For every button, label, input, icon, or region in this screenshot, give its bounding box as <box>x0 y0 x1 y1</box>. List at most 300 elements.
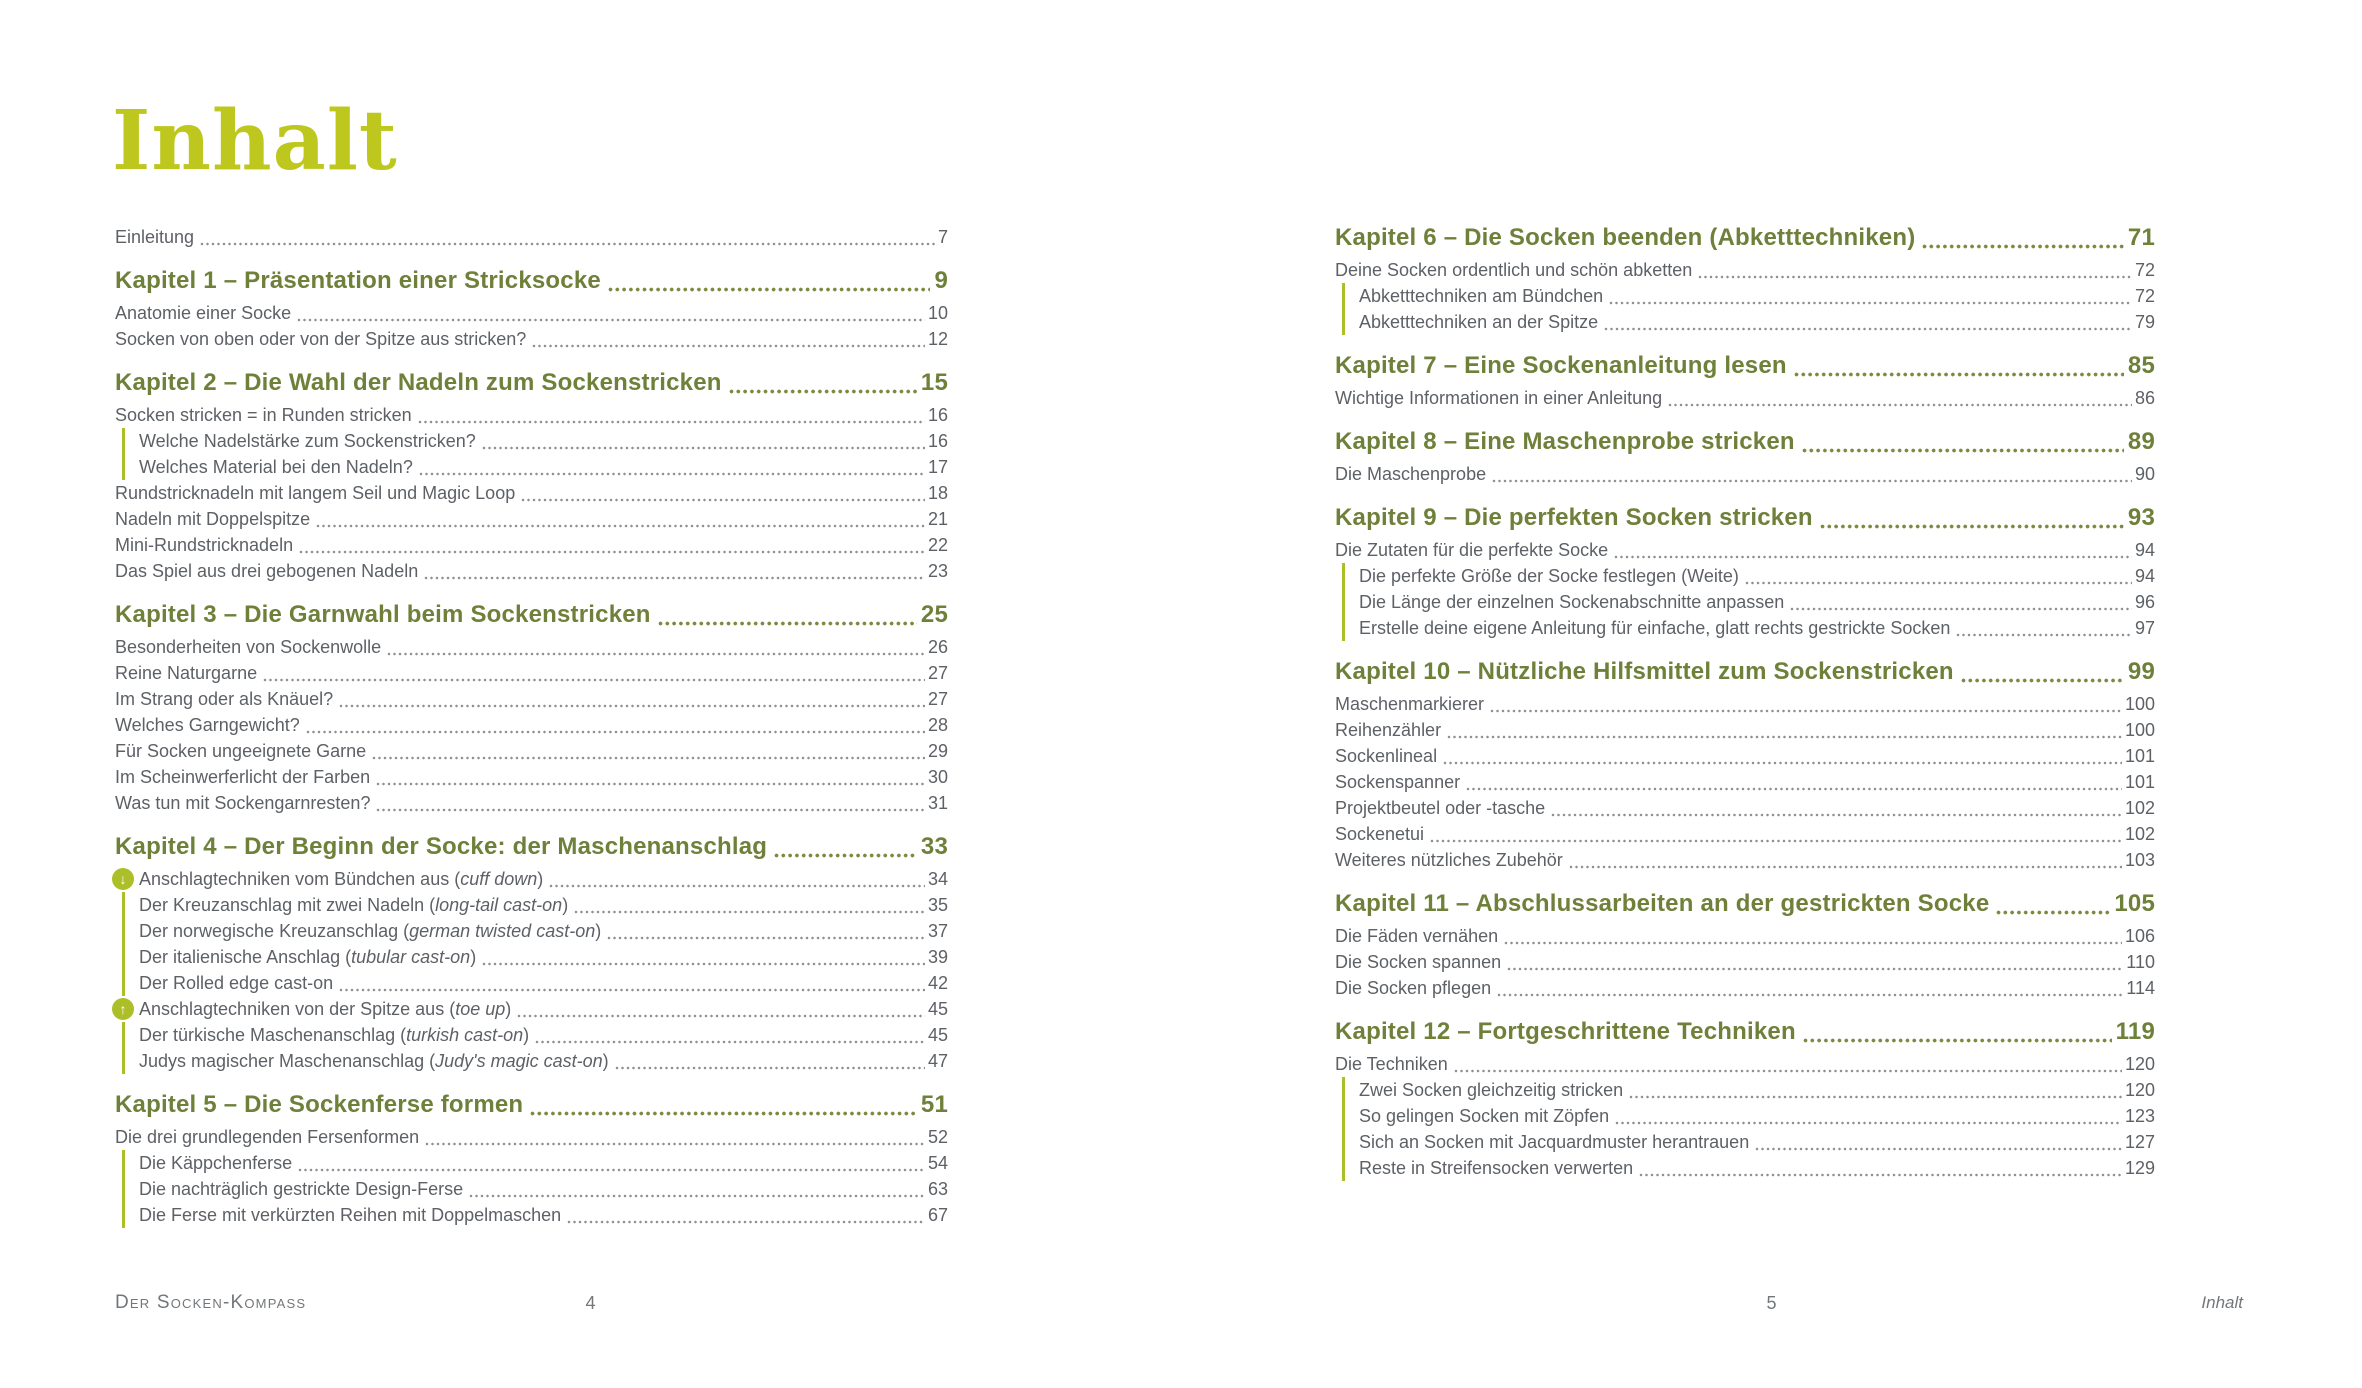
toc-item <box>115 918 948 944</box>
toc-chapter-heading <box>115 598 948 632</box>
toc-chapter-page: 25 <box>920 601 948 628</box>
toc-item-page: 31 <box>927 793 948 813</box>
toc-label-italic-segment: turkish cast-on <box>406 1025 524 1045</box>
toc-item-page: 21 <box>927 509 948 529</box>
toc-item-label: Die Fäden vernähen <box>1335 926 1499 946</box>
toc-chapter-title: Kapitel 2 – Die Wahl der Nadeln zum Sockenstricken <box>115 369 722 396</box>
toc-item-page: 100 <box>2124 720 2155 740</box>
toc-item-page: 72 <box>2134 286 2155 306</box>
dot-leader <box>424 576 925 580</box>
toc-item-label: Die Socken pflegen <box>1335 978 1492 998</box>
toc-item-page: 63 <box>927 1179 948 1199</box>
dot-leader <box>1492 479 2132 483</box>
dot-leader <box>1668 403 2132 407</box>
dot-leader <box>387 652 925 656</box>
toc-item <box>1335 537 2155 563</box>
toc-chapter-heading <box>1335 349 2155 383</box>
toc-item <box>115 970 948 996</box>
toc-item <box>1335 717 2155 743</box>
dot-leader <box>1447 735 2122 739</box>
toc-section <box>115 830 948 1074</box>
toc-label-segment: ) <box>505 999 512 1019</box>
dot-leader <box>263 678 925 682</box>
toc-item <box>1335 1103 2155 1129</box>
dot-leader <box>608 287 930 292</box>
toc-item-label: Die Länge der einzelnen Sockenabschnitte anpassen <box>1359 592 1785 612</box>
dot-leader <box>774 853 917 858</box>
toc-item-label <box>139 918 601 944</box>
toc-chapter-title: Kapitel 1 – Präsentation einer Stricksocke <box>115 267 601 294</box>
dot-leader <box>482 962 925 966</box>
toc-section <box>1335 221 2155 335</box>
toc-item <box>1335 1077 2155 1103</box>
toc-item-label: Der Rolled edge cast-on <box>139 973 334 993</box>
dot-leader <box>1504 941 2122 945</box>
toc-item-page: 102 <box>2124 824 2155 844</box>
toc-section <box>1335 1015 2155 1181</box>
toc-item-label: Für Socken ungeeignete Garne <box>115 741 367 761</box>
dot-leader <box>1803 1038 2112 1043</box>
arrow-up-circle-icon: ↑ <box>112 998 134 1020</box>
dot-leader <box>1614 555 2132 559</box>
toc-chapter-page: 85 <box>2127 352 2155 379</box>
dot-leader <box>521 498 925 502</box>
toc-section <box>1335 349 2155 411</box>
toc-chapter-title: Kapitel 3 – Die Garnwahl beim Sockenstricken <box>115 601 651 628</box>
toc-item-page: 110 <box>2126 952 2155 972</box>
toc-item-label: Die Käppchenferse <box>139 1153 293 1173</box>
toc-chapter-page: 15 <box>920 369 948 396</box>
toc-item-page: 67 <box>927 1205 948 1225</box>
dot-leader <box>517 1014 925 1018</box>
dot-leader <box>1551 813 2122 817</box>
toc-item-page: 96 <box>2134 592 2155 612</box>
toc-item <box>1335 821 2155 847</box>
toc-item-page: 35 <box>927 895 948 915</box>
toc-item <box>1335 283 2155 309</box>
toc-item-page: 54 <box>927 1153 948 1173</box>
toc-item-page: 52 <box>927 1127 948 1147</box>
toc-chapter-title: Kapitel 12 – Fortgeschrittene Techniken <box>1335 1018 1796 1045</box>
toc-item-page: 100 <box>2124 694 2155 714</box>
toc-item-label <box>139 944 476 970</box>
toc-label-segment: Der türkische Maschenanschlag ( <box>139 1025 407 1045</box>
toc-section <box>1335 501 2155 641</box>
toc-item-label: Was tun mit Sockengarnresten? <box>115 793 371 813</box>
toc-item-label <box>139 996 511 1022</box>
dot-leader <box>1615 1121 2122 1125</box>
dot-leader <box>1569 865 2122 869</box>
dot-leader <box>549 884 925 888</box>
toc-item-page: 30 <box>927 767 948 787</box>
dot-leader <box>1443 761 2122 765</box>
toc-item <box>115 1150 948 1176</box>
dot-leader <box>1507 967 2123 971</box>
toc-label-italic-segment: long-tail cast-on <box>435 895 563 915</box>
toc-item <box>1335 949 2155 975</box>
toc-item-page: 22 <box>927 535 948 555</box>
toc-section <box>115 598 948 816</box>
toc-chapter-title: Kapitel 9 – Die perfekten Socken stricken <box>1335 504 1813 531</box>
toc-item-page: 26 <box>927 637 948 657</box>
toc-chapter-title: Kapitel 7 – Eine Sockenanleitung lesen <box>1335 352 1787 379</box>
toc-item-label <box>139 1048 609 1074</box>
toc-item-label: Socken von oben oder von der Spitze aus stricken? <box>115 329 527 349</box>
toc-item-label <box>139 1022 529 1048</box>
toc-label-segment: ) <box>562 895 569 915</box>
dot-leader <box>418 420 925 424</box>
toc-item-page: 120 <box>2124 1054 2155 1074</box>
toc-section <box>115 1088 948 1228</box>
toc-chapter-title: Kapitel 4 – Der Beginn der Socke: der Maschenanschlag <box>115 833 768 860</box>
toc-item <box>1335 847 2155 873</box>
toc-item <box>1335 461 2155 487</box>
dot-leader <box>306 730 925 734</box>
toc-item <box>115 506 948 532</box>
toc-item-label: Sockenlineal <box>1335 746 1438 766</box>
dot-leader <box>1497 993 2123 997</box>
toc-item-page: 103 <box>2124 850 2155 870</box>
toc-item <box>1335 923 2155 949</box>
toc-item-page: 97 <box>2134 618 2155 638</box>
toc-item <box>115 634 948 660</box>
toc-item <box>115 764 948 790</box>
toc-label-segment: Der norwegische Kreuzanschlag ( <box>139 921 410 941</box>
toc-chapter-heading <box>115 366 948 400</box>
toc-item <box>115 300 948 326</box>
toc-item-page: 129 <box>2124 1158 2155 1178</box>
dot-leader <box>1961 678 2124 683</box>
toc-chapter-page: 33 <box>920 833 948 860</box>
toc-item-label: Wichtige Informationen in einer Anleitung <box>1335 388 1663 408</box>
toc-item <box>1335 257 2155 283</box>
toc-chapter-heading <box>1335 655 2155 689</box>
toc-chapter-page: 51 <box>920 1091 948 1118</box>
toc-item-label <box>139 866 543 892</box>
toc-item-label: Welches Garngewicht? <box>115 715 300 735</box>
dot-leader <box>1430 839 2122 843</box>
toc-label-italic-segment: toe up <box>455 999 506 1019</box>
toc-item-label: Abketttechniken an der Spitze <box>1359 312 1599 332</box>
dot-leader <box>1490 709 2122 713</box>
toc-item-label: Erstelle deine eigene Anleitung für einfache, glatt rechts gestrickte Socken <box>1359 618 1951 638</box>
toc-item-page: 86 <box>2134 388 2155 408</box>
toc-label-segment: Der Kreuzanschlag mit zwei Nadeln ( <box>139 895 436 915</box>
toc-chapter-heading <box>1335 221 2155 255</box>
toc-item-label: Einleitung <box>115 227 195 247</box>
footer-page-number-right: 5 <box>1766 1293 1777 1313</box>
toc-item <box>115 1022 948 1048</box>
footer-book-title: Der Socken-Kompass <box>115 1292 307 1313</box>
dot-leader <box>316 524 925 528</box>
toc-label-segment: ) <box>537 869 544 889</box>
toc-item-page: 90 <box>2134 464 2155 484</box>
toc-label-italic-segment: german twisted cast-on <box>409 921 596 941</box>
dot-leader <box>372 756 925 760</box>
toc-section <box>115 366 948 584</box>
dot-leader <box>339 988 925 992</box>
toc-item <box>1335 309 2155 335</box>
toc-item <box>115 712 948 738</box>
toc-item-label: Im Scheinwerferlicht der Farben <box>115 767 371 787</box>
toc-item-page: 34 <box>927 869 948 889</box>
toc-item-page: 94 <box>2134 566 2155 586</box>
toc-item-label: Rundstricknadeln mit langem Seil und Magic Loop <box>115 483 516 503</box>
toc-item-page: 127 <box>2124 1132 2155 1152</box>
toc-item-label: Mini-Rundstricknadeln <box>115 535 294 555</box>
toc-item <box>1335 975 2155 1001</box>
toc-item-label: Weiteres nützliches Zubehör <box>1335 850 1563 870</box>
dot-leader <box>1794 372 2124 377</box>
toc-chapter-heading <box>115 830 948 864</box>
toc-chapter-page: 99 <box>2127 658 2155 685</box>
dot-leader <box>1956 633 2132 637</box>
dot-leader <box>299 550 925 554</box>
dot-leader <box>1745 581 2132 585</box>
toc-item-page: 79 <box>2134 312 2155 332</box>
dot-leader <box>1996 910 2110 915</box>
toc-item-page: 47 <box>927 1051 948 1071</box>
toc-item-page: 123 <box>2124 1106 2155 1126</box>
toc-label-italic-segment: Judy's magic cast-on <box>435 1051 603 1071</box>
toc-item-page: 94 <box>2134 540 2155 560</box>
toc-item-label: Reine Naturgarne <box>115 663 258 683</box>
toc-chapter-heading <box>1335 501 2155 535</box>
toc-section <box>115 224 948 250</box>
toc-item-page: 7 <box>937 227 948 247</box>
footer-page-number-left: 4 <box>585 1293 596 1313</box>
toc-item <box>115 892 948 918</box>
toc-item-page: 16 <box>927 431 948 451</box>
toc-item-page: 114 <box>2126 978 2155 998</box>
toc-item-label: Projektbeutel oder -tasche <box>1335 798 1546 818</box>
toc-item-label: Die nachträglich gestrickte Design-Ferse <box>139 1179 464 1199</box>
page-title: Inhalt <box>112 93 398 189</box>
toc-section <box>115 264 948 352</box>
toc-item-page: 12 <box>927 329 948 349</box>
dot-leader <box>574 910 925 914</box>
toc-item <box>1335 563 2155 589</box>
dot-leader <box>1466 787 2122 791</box>
toc-chapter-title: Kapitel 11 – Abschlussarbeiten an der gestrickten Socke <box>1335 890 1990 917</box>
toc-item-page: 23 <box>927 561 948 581</box>
toc-label-segment: ) <box>595 921 602 941</box>
toc-item <box>1335 1155 2155 1181</box>
toc-item-label: So gelingen Socken mit Zöpfen <box>1359 1106 1610 1126</box>
toc-item-label: Sockenetui <box>1335 824 1425 844</box>
toc-chapter-heading <box>1335 1015 2155 1049</box>
toc-item <box>115 558 948 584</box>
dot-leader <box>1820 524 2124 529</box>
toc-section <box>1335 425 2155 487</box>
toc-item-label: Die Socken spannen <box>1335 952 1502 972</box>
dot-leader <box>469 1194 925 1198</box>
toc-item-page: 101 <box>2124 746 2155 766</box>
dot-leader <box>1609 301 2132 305</box>
toc-item-label: Die perfekte Größe der Socke festlegen (Weite) <box>1359 566 1739 586</box>
toc-label-segment: ) <box>523 1025 530 1045</box>
dot-leader <box>1639 1173 2122 1177</box>
toc-chapter-page: 89 <box>2127 428 2155 455</box>
toc-item-label: Abketttechniken am Bündchen <box>1359 286 1604 306</box>
toc-item-page: 27 <box>927 689 948 709</box>
toc-item <box>115 326 948 352</box>
arrow-down-circle-icon: ↓ <box>112 868 134 890</box>
toc-item-page: 42 <box>927 973 948 993</box>
dot-leader <box>1755 1147 2122 1151</box>
toc-label-segment: Der italienische Anschlag ( <box>139 947 352 967</box>
toc-label-segment: ) <box>602 1051 609 1071</box>
dot-leader <box>298 1168 925 1172</box>
toc-item-label: Zwei Socken gleichzeitig stricken <box>1359 1080 1624 1100</box>
toc-item <box>1335 1129 2155 1155</box>
toc-item <box>115 660 948 686</box>
toc-item-page: 45 <box>927 999 948 1019</box>
toc-item-page: 10 <box>927 303 948 323</box>
dot-leader <box>1698 275 2132 279</box>
toc-item <box>1335 615 2155 641</box>
toc-item-label: Im Strang oder als Knäuel? <box>115 689 334 709</box>
dot-leader <box>1790 607 2132 611</box>
toc-chapter-page: 119 <box>2115 1018 2155 1045</box>
dot-leader <box>1604 327 2132 331</box>
toc-label-segment: Judys magischer Maschenanschlag ( <box>139 1051 436 1071</box>
dot-leader <box>567 1220 925 1224</box>
toc-item <box>115 866 948 892</box>
toc-item <box>1335 769 2155 795</box>
footer-section-title: Inhalt <box>2201 1293 2243 1312</box>
toc-item-label: Sich an Socken mit Jacquardmuster herantrauen <box>1359 1132 1750 1152</box>
toc-item-page: 29 <box>927 741 948 761</box>
toc-item <box>115 686 948 712</box>
toc-label-segment: Anschlagtechniken von der Spitze aus ( <box>139 999 456 1019</box>
toc-chapter-page: 9 <box>934 267 948 294</box>
toc-left-column <box>115 224 948 1228</box>
dot-leader <box>297 318 925 322</box>
dot-leader <box>376 808 925 812</box>
dot-leader <box>200 242 935 246</box>
toc-item-page: 106 <box>2124 926 2155 946</box>
toc-item <box>115 532 948 558</box>
toc-item-page: 37 <box>927 921 948 941</box>
toc-chapter-title: Kapitel 10 – Nützliche Hilfsmittel zum Sockenstricken <box>1335 658 1954 685</box>
toc-chapter-heading <box>1335 887 2155 921</box>
toc-chapter-title: Kapitel 8 – Eine Maschenprobe stricken <box>1335 428 1795 455</box>
toc-item-page: 45 <box>927 1025 948 1045</box>
toc-item-label: Die Maschenprobe <box>1335 464 1487 484</box>
toc-item <box>1335 589 2155 615</box>
toc-item-label <box>139 892 568 918</box>
toc-item-label: Deine Socken ordentlich und schön abketten <box>1335 260 1693 280</box>
toc-item-page: 120 <box>2124 1080 2155 1100</box>
toc-label-segment: Anschlagtechniken vom Bündchen aus ( <box>139 869 461 889</box>
dot-leader <box>729 389 917 394</box>
toc-item-page: 27 <box>927 663 948 683</box>
toc-item-label: Die Techniken <box>1335 1054 1448 1074</box>
toc-item-page: 16 <box>927 405 948 425</box>
toc-item-label: Die Ferse mit verkürzten Reihen mit Doppelmaschen <box>139 1205 562 1225</box>
toc-chapter-page: 71 <box>2127 224 2155 251</box>
toc-item-label: Nadeln mit Doppelspitze <box>115 509 311 529</box>
toc-section <box>1335 887 2155 1001</box>
toc-item-page: 28 <box>927 715 948 735</box>
toc-item-label: Reste in Streifensocken verwerten <box>1359 1158 1634 1178</box>
toc-label-italic-segment: cuff down <box>460 869 538 889</box>
toc-item <box>1335 385 2155 411</box>
toc-item <box>1335 743 2155 769</box>
toc-item-page: 39 <box>927 947 948 967</box>
dot-leader <box>615 1066 925 1070</box>
toc-chapter-heading <box>115 1088 948 1122</box>
toc-chapter-heading <box>115 264 948 298</box>
toc-item-label: Sockenspanner <box>1335 772 1461 792</box>
toc-item-label: Die Zutaten für die perfekte Socke <box>1335 540 1609 560</box>
dot-leader <box>376 782 925 786</box>
dot-leader <box>532 344 925 348</box>
toc-item <box>115 1048 948 1074</box>
toc-item <box>115 790 948 816</box>
toc-item-label: Besonderheiten von Sockenwolle <box>115 637 382 657</box>
toc-item <box>1335 795 2155 821</box>
toc-item <box>115 1202 948 1228</box>
toc-item <box>115 224 948 250</box>
dot-leader <box>425 1142 925 1146</box>
toc-item-page: 72 <box>2134 260 2155 280</box>
dot-leader <box>339 704 925 708</box>
toc-item-label: Anatomie einer Socke <box>115 303 292 323</box>
toc-chapter-page: 93 <box>2127 504 2155 531</box>
toc-item <box>115 944 948 970</box>
toc-item-page: 18 <box>927 483 948 503</box>
toc-item-page: 102 <box>2124 798 2155 818</box>
dot-leader <box>530 1111 917 1116</box>
toc-item <box>115 402 948 428</box>
toc-item-label: Die drei grundlegenden Fersenformen <box>115 1127 420 1147</box>
toc-item <box>115 454 948 480</box>
toc-item-label: Reihenzähler <box>1335 720 1442 740</box>
toc-item-label: Socken stricken = in Runden stricken <box>115 405 412 425</box>
toc-item-label: Welches Material bei den Nadeln? <box>139 457 413 477</box>
toc-item-label: Welche Nadelstärke zum Sockenstricken? <box>139 431 476 451</box>
toc-section <box>1335 655 2155 873</box>
dot-leader <box>419 472 925 476</box>
dot-leader <box>658 621 917 626</box>
toc-item <box>115 738 948 764</box>
dot-leader <box>607 936 925 940</box>
dot-leader <box>535 1040 925 1044</box>
toc-item <box>115 1124 948 1150</box>
toc-item-page: 17 <box>927 457 948 477</box>
toc-label-italic-segment: tubular cast-on <box>351 947 471 967</box>
toc-item <box>115 996 948 1022</box>
dot-leader <box>1629 1095 2122 1099</box>
dot-leader <box>482 446 925 450</box>
toc-item <box>115 480 948 506</box>
toc-item-page: 101 <box>2124 772 2155 792</box>
dot-leader <box>1802 448 2124 453</box>
toc-chapter-heading <box>1335 425 2155 459</box>
toc-item <box>115 1176 948 1202</box>
dot-leader <box>1454 1069 2122 1073</box>
toc-label-segment: ) <box>470 947 477 967</box>
toc-item <box>1335 691 2155 717</box>
toc-item <box>115 428 948 454</box>
toc-chapter-title: Kapitel 6 – Die Socken beenden (Abketttechniken) <box>1335 224 1916 251</box>
toc-chapter-page: 105 <box>2114 890 2155 917</box>
toc-item <box>1335 1051 2155 1077</box>
dot-leader <box>1922 244 2123 249</box>
toc-item-label: Das Spiel aus drei gebogenen Nadeln <box>115 561 419 581</box>
